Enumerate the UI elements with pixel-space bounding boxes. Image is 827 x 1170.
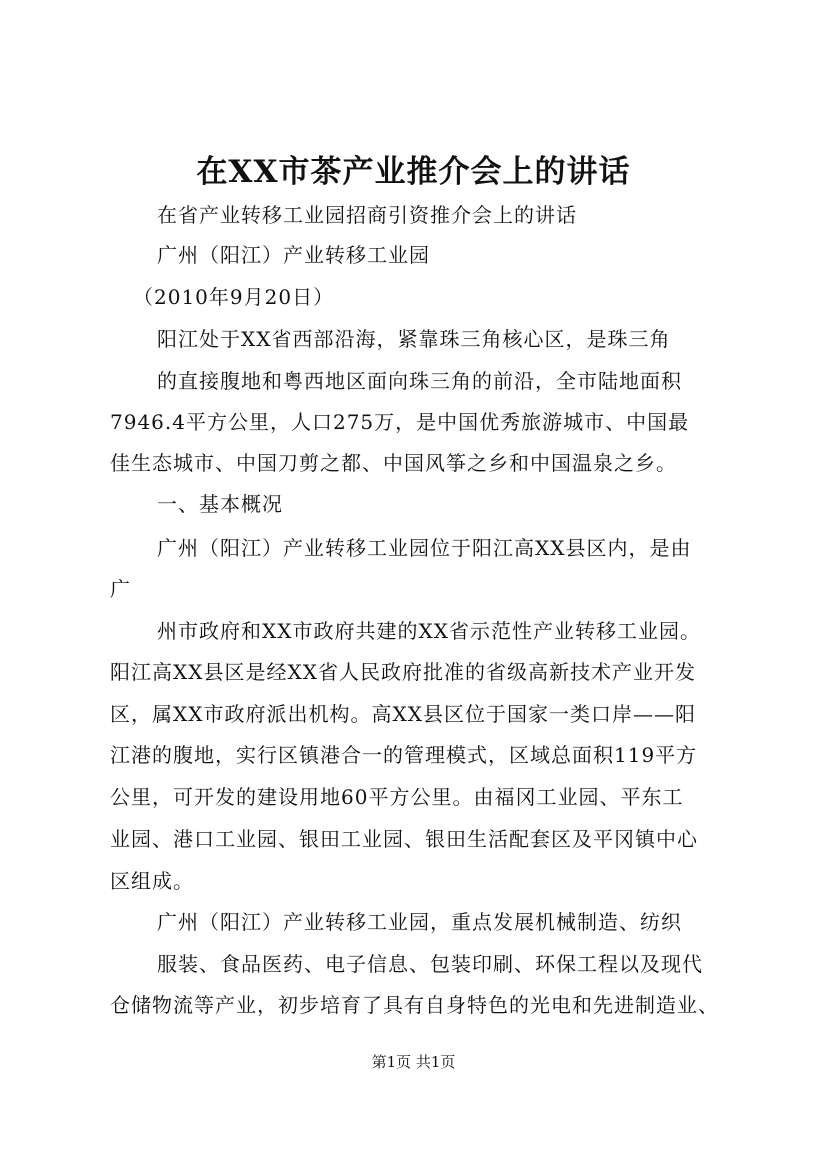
paragraph-line: 业园、港口工业园、银田工业园、银田生活配套区及平冈镇中心 (110, 827, 698, 851)
page-number-footer: 第1页 共1页 (371, 1053, 456, 1071)
document-title: 在XX市茶产业推介会上的讲话 (196, 154, 631, 190)
paragraph-line: 区组成。 (110, 869, 194, 893)
organization-line: 广州（阳江）产业转移工业园 (157, 243, 430, 267)
paragraph-line: 仓储物流等产业，初步培育了具有自身特色的光电和先进制造业、 (110, 993, 719, 1017)
paragraph-line: 广 (110, 577, 131, 601)
paragraph-line: 服装、食品医药、电子信息、包装印刷、环保工程以及现代 (157, 952, 703, 976)
paragraph-line: 阳江处于XX省西部沿海，紧靠珠三角核心区，是珠三角 (157, 327, 671, 351)
paragraph-line: 佳生态城市、中国刀剪之都、中国风筝之乡和中国温泉之乡。 (110, 451, 677, 475)
paragraph-line: 广州（阳江）产业转移工业园位于阳江高XX县区内，是由 (157, 536, 692, 560)
paragraph-line: 7946.4平方公里，人口275万，是中国优秀旅游城市、中国最 (110, 410, 690, 434)
paragraph-line: 阳江高XX县区是经XX省人民政府批准的省级高新技术产业开发 (110, 660, 696, 684)
paragraph-line: 州市政府和XX市政府共建的XX省示范性产业转移工业园。 (157, 619, 701, 643)
section-heading: 一、基本概况 (157, 492, 283, 516)
subtitle-line: 在省产业转移工业园招商引资推介会上的讲话 (157, 203, 577, 227)
paragraph-line: 区，属XX市政府派出机构。高XX县区位于国家一类口岸——阳 (110, 702, 696, 726)
paragraph-line: 江港的腹地，实行区镇港合一的管理模式，区域总面积119平方 (110, 743, 698, 767)
date-line: （2010年9月20日） (133, 285, 335, 309)
paragraph-line: 的直接腹地和粤西地区面向珠三角的前沿，全市陆地面积 (157, 369, 682, 393)
paragraph-line: 公里，可开发的建设用地60平方公里。由福冈工业园、平东工 (110, 785, 684, 809)
paragraph-line: 广州（阳江）产业转移工业园，重点发展机械制造、纺织 (157, 910, 682, 934)
